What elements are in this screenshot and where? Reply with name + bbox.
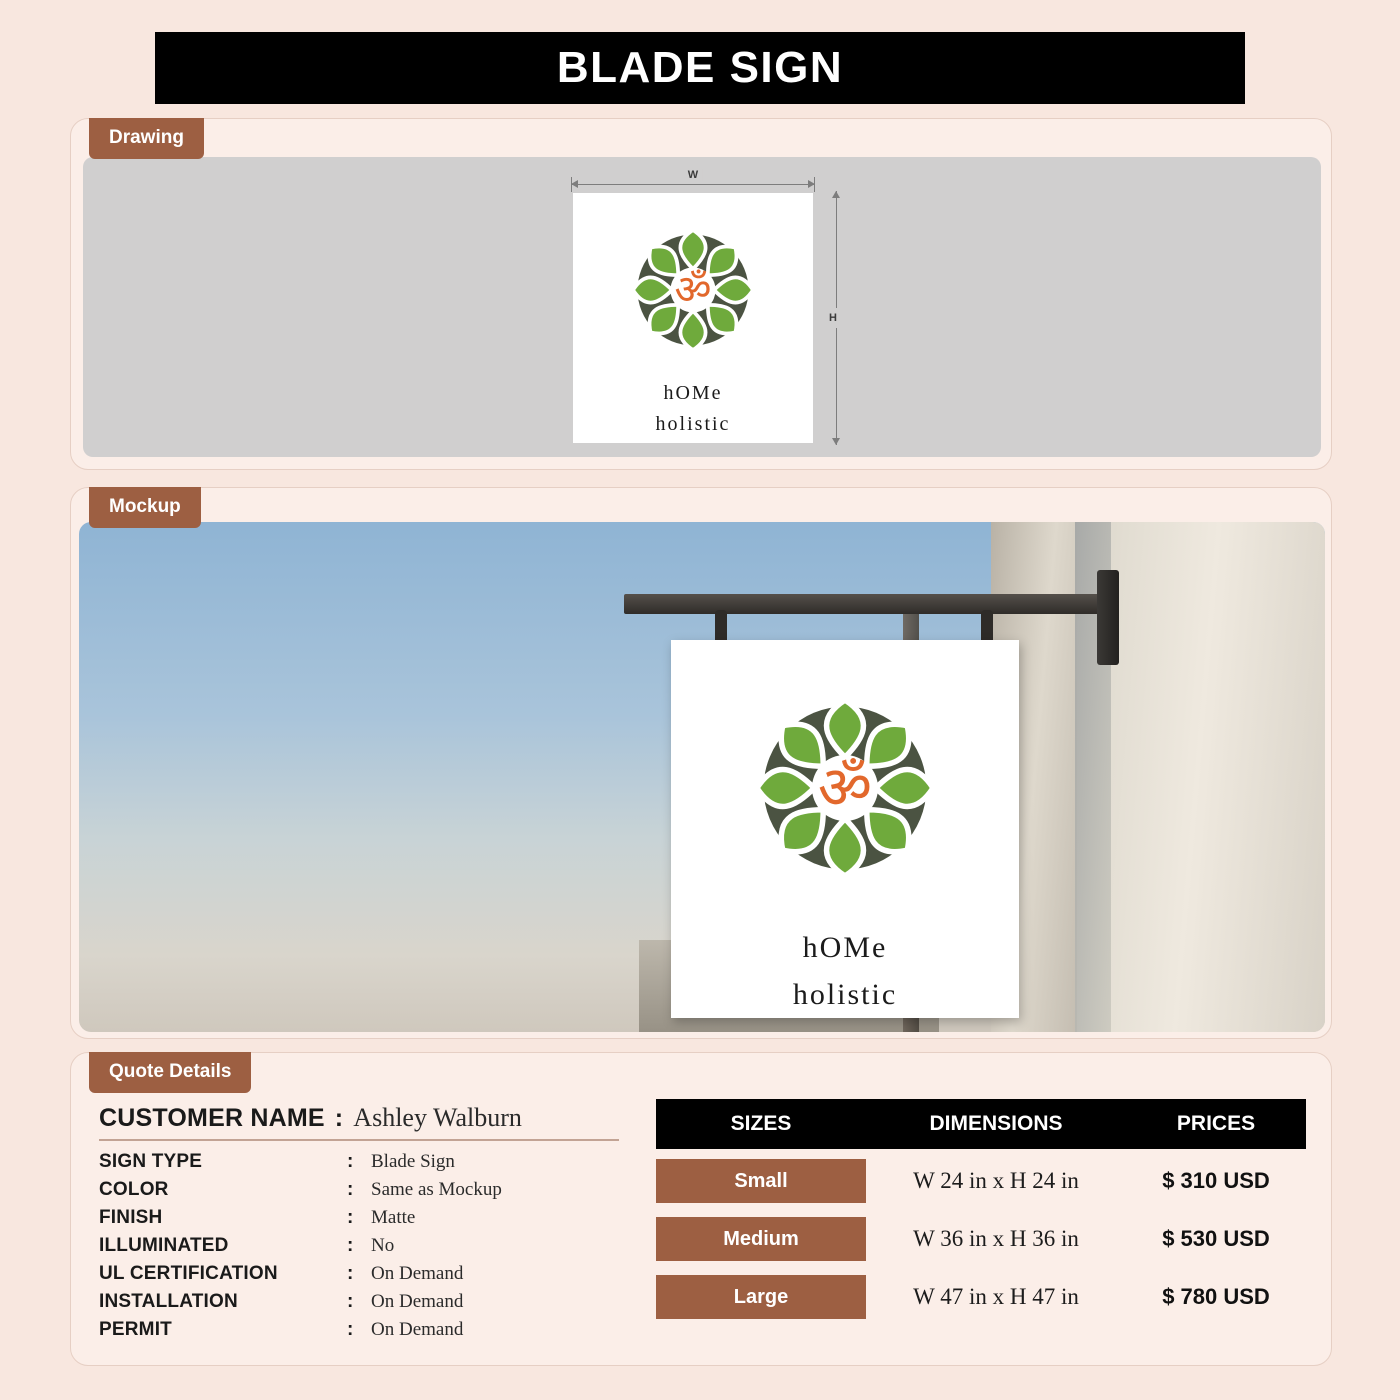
price-cell: $ 530 USD bbox=[1162, 1226, 1270, 1251]
spec-value: On Demand bbox=[371, 1263, 464, 1284]
spec-colon: : bbox=[347, 1319, 354, 1340]
column-header-dimensions: DIMENSIONS bbox=[929, 1112, 1063, 1135]
size-badge: Small bbox=[656, 1159, 866, 1203]
spec-key: ILLUMINATED bbox=[99, 1235, 229, 1256]
spec-value: Matte bbox=[371, 1207, 416, 1228]
spec-key: UL CERTIFICATION bbox=[99, 1263, 278, 1284]
spec-row bbox=[99, 1319, 659, 1347]
column-header-sizes: SIZES bbox=[730, 1112, 792, 1135]
height-label: H bbox=[829, 308, 837, 328]
lotus-om-icon bbox=[618, 215, 768, 365]
dimensions-cell: W 24 in x H 24 in bbox=[913, 1168, 1079, 1193]
width-dimension bbox=[571, 169, 815, 191]
spec-colon: : bbox=[347, 1291, 354, 1312]
drawing-canvas bbox=[83, 157, 1321, 457]
page-title: BLADE SIGN bbox=[556, 43, 844, 92]
logo-line-1: hOMe bbox=[663, 382, 723, 404]
customer-name-value: Ashley Walburn bbox=[353, 1103, 522, 1132]
size-badge: Large bbox=[656, 1275, 866, 1319]
spec-value: On Demand bbox=[371, 1319, 464, 1340]
spec-value: Blade Sign bbox=[371, 1151, 455, 1172]
spec-row bbox=[99, 1207, 659, 1235]
logo-line-1-mockup: hOMe bbox=[802, 931, 888, 964]
logo-mark bbox=[618, 215, 768, 370]
price-cell: $ 310 USD bbox=[1162, 1168, 1270, 1193]
price-table-header bbox=[656, 1099, 1306, 1149]
price-table bbox=[656, 1099, 1306, 1323]
spec-row bbox=[99, 1235, 659, 1263]
spec-key: COLOR bbox=[99, 1179, 169, 1200]
customer-name-label: CUSTOMER NAME bbox=[99, 1104, 325, 1132]
spec-colon: : bbox=[347, 1263, 354, 1284]
table-row bbox=[656, 1213, 1306, 1265]
mockup-panel bbox=[70, 487, 1332, 1039]
spec-key: FINISH bbox=[99, 1207, 163, 1228]
size-badge: Medium bbox=[656, 1217, 866, 1261]
logo-wordmark bbox=[656, 378, 731, 440]
drawing-panel bbox=[70, 118, 1332, 470]
spec-value: No bbox=[371, 1235, 395, 1256]
column-header-prices: PRICES bbox=[1176, 1112, 1256, 1135]
spec-list bbox=[99, 1151, 659, 1347]
customer-name-row bbox=[99, 1103, 619, 1141]
quote-panel-tag: Quote Details bbox=[89, 1052, 251, 1093]
page-title-bar bbox=[155, 32, 1245, 104]
bracket-arm bbox=[624, 594, 1104, 614]
spec-colon: : bbox=[347, 1207, 354, 1228]
logo-line-2: holistic bbox=[655, 413, 731, 435]
dimensions-cell: W 47 in x H 47 in bbox=[913, 1284, 1079, 1309]
bracket-wall-plate bbox=[1097, 570, 1119, 665]
spec-colon: : bbox=[347, 1151, 354, 1172]
height-dimension bbox=[827, 191, 845, 445]
drawing-panel-tag: Drawing bbox=[89, 118, 204, 159]
spec-key: PERMIT bbox=[99, 1319, 172, 1340]
spec-row bbox=[99, 1263, 659, 1291]
dimensions-cell: W 36 in x H 36 in bbox=[913, 1226, 1079, 1251]
spec-value: On Demand bbox=[371, 1291, 464, 1312]
table-row bbox=[656, 1271, 1306, 1323]
spec-colon: : bbox=[347, 1235, 354, 1256]
spec-key: SIGN TYPE bbox=[99, 1151, 203, 1172]
spec-row bbox=[99, 1179, 659, 1207]
quote-details-panel bbox=[70, 1052, 1332, 1366]
logo-wordmark-mockup bbox=[793, 925, 897, 1018]
spec-value: Same as Mockup bbox=[371, 1179, 502, 1200]
mockup-panel-tag: Mockup bbox=[89, 487, 201, 528]
width-label: W bbox=[683, 169, 703, 181]
table-row bbox=[656, 1155, 1306, 1207]
om-symbol-glyph-mockup: ॐ bbox=[817, 753, 873, 823]
sign-artwork-mockup bbox=[671, 640, 1019, 1018]
spec-row bbox=[99, 1151, 659, 1179]
logo-line-2-mockup: holistic bbox=[792, 977, 898, 1011]
om-symbol-glyph: ॐ bbox=[674, 265, 712, 314]
price-cell: $ 780 USD bbox=[1162, 1284, 1270, 1309]
lotus-om-icon-mockup bbox=[735, 678, 955, 898]
spec-row bbox=[99, 1291, 659, 1319]
sign-artwork-drawing bbox=[573, 193, 813, 443]
spec-key: INSTALLATION bbox=[99, 1291, 238, 1312]
customer-name-colon: : bbox=[334, 1104, 344, 1132]
logo-mark-mockup bbox=[735, 678, 955, 903]
mockup-photo bbox=[79, 522, 1325, 1032]
spec-colon: : bbox=[347, 1179, 354, 1200]
